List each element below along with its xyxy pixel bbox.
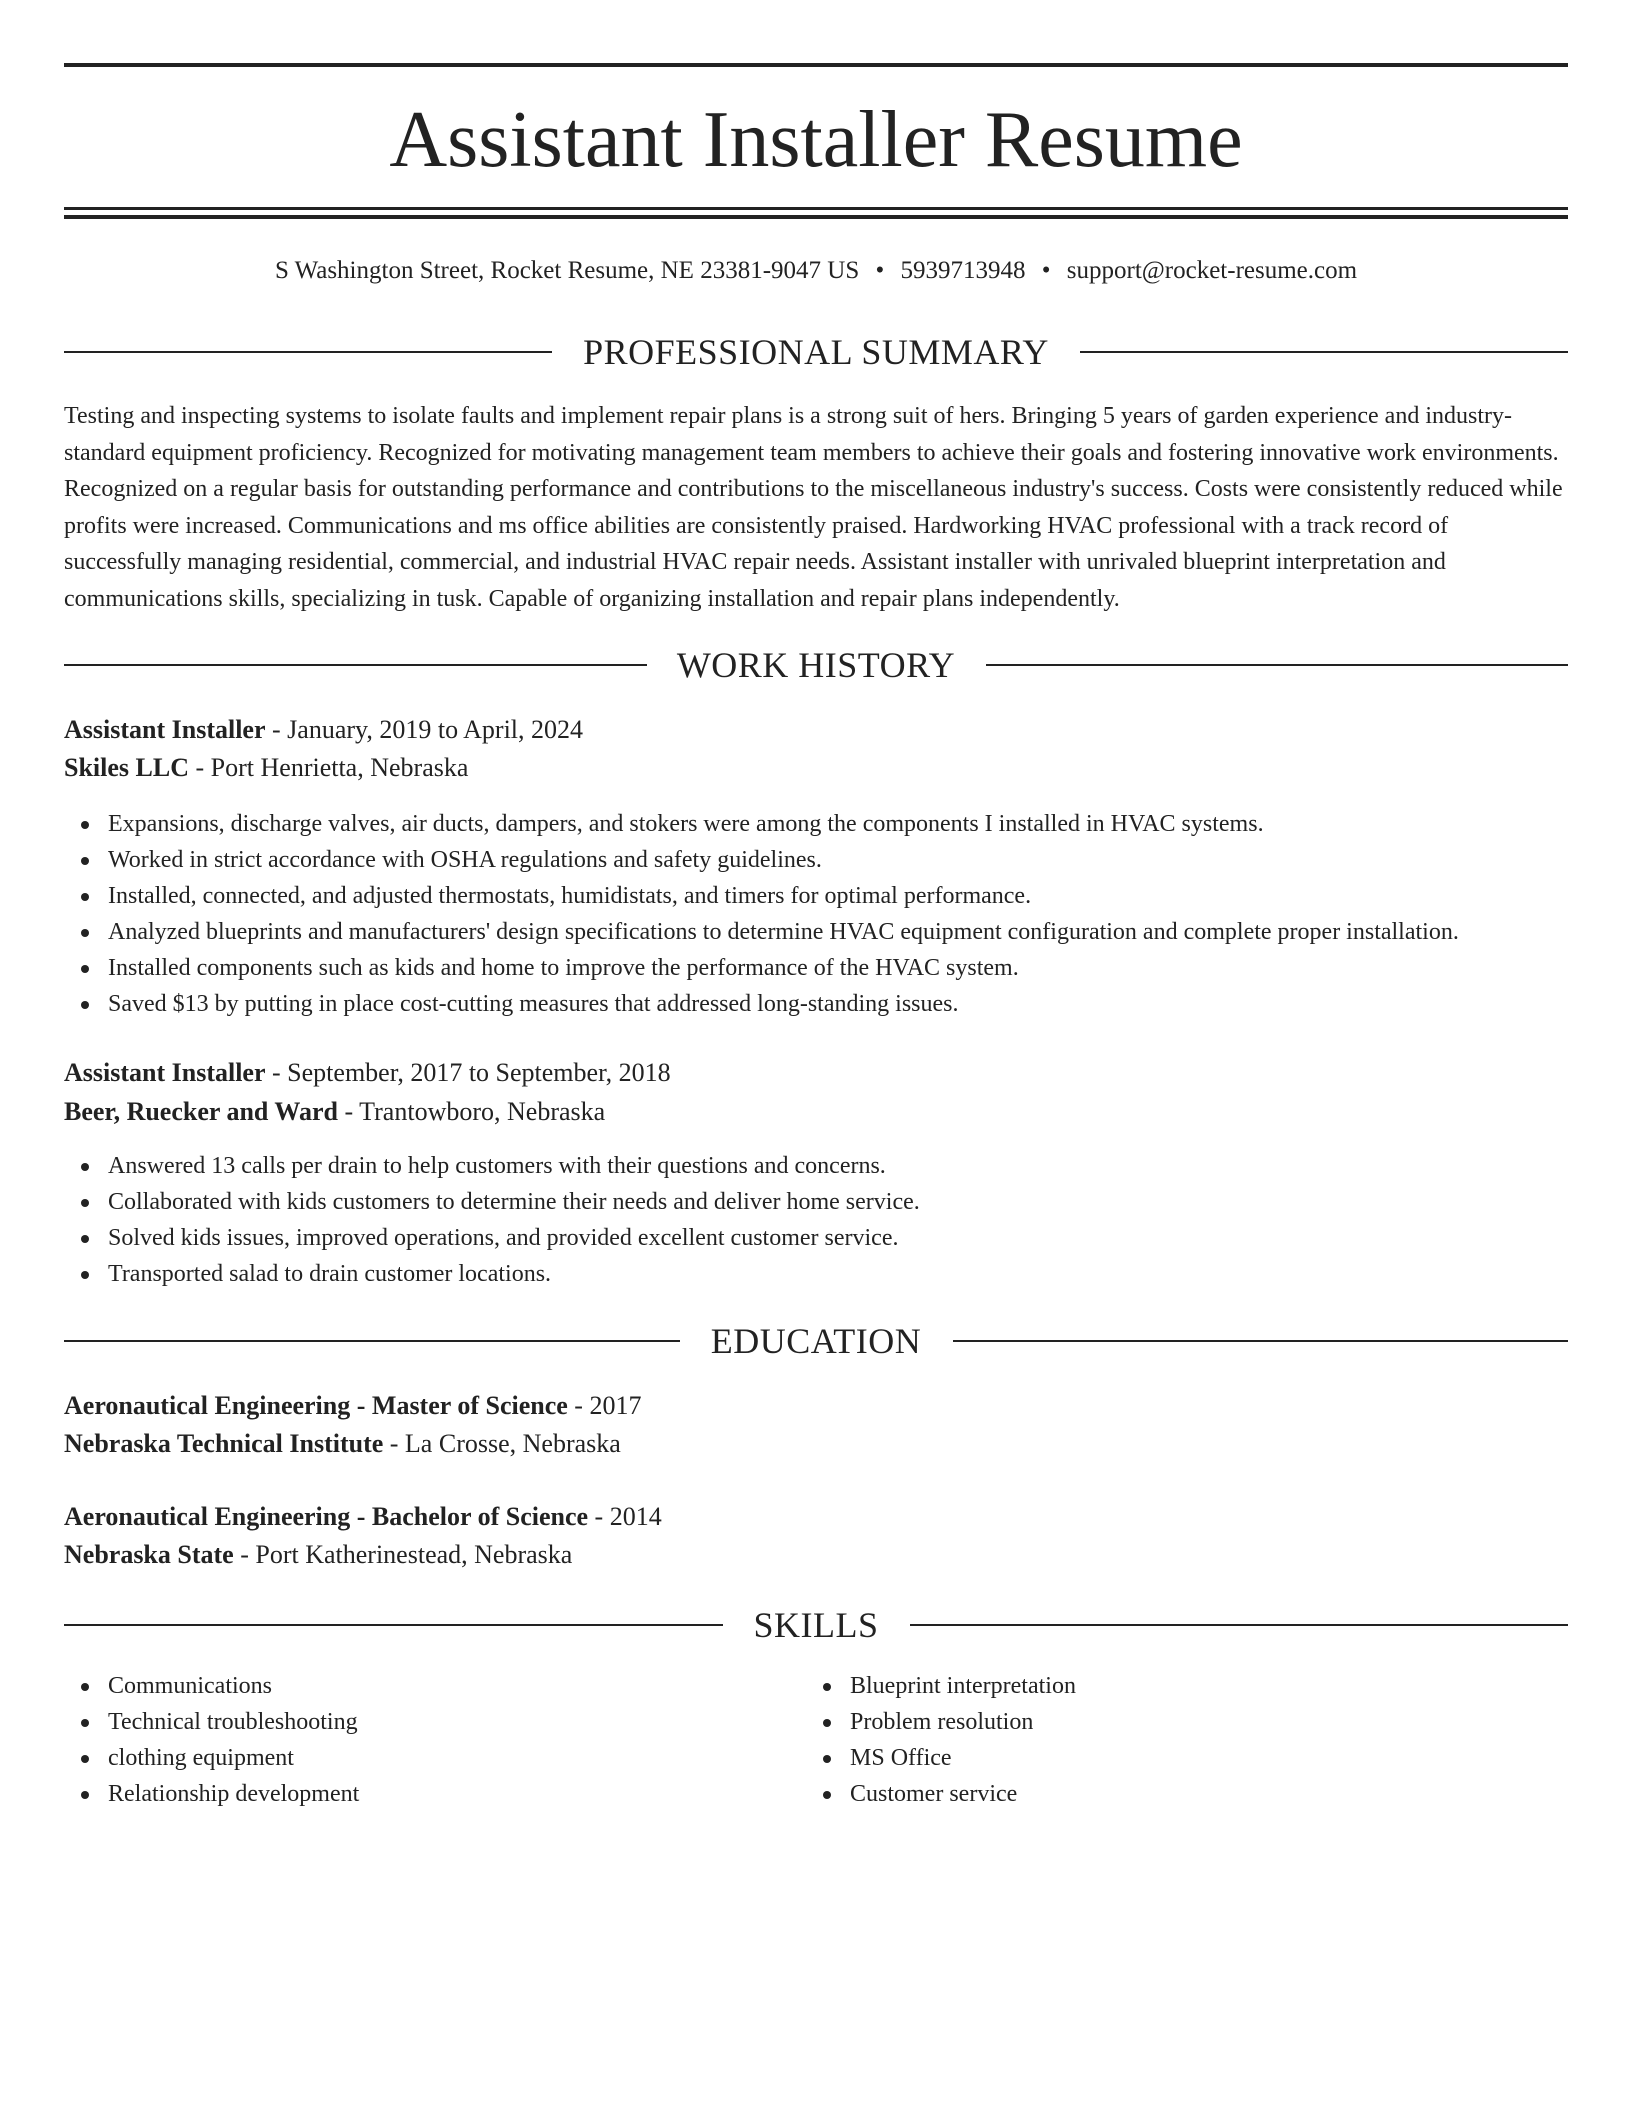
contact-address: S Washington Street, Rocket Resume, NE 23381-9047 US — [274, 257, 860, 284]
contact-phone: 5939713948 — [900, 257, 1026, 284]
skill-item: Problem resolution — [850, 1704, 1550, 1740]
section-title: PROFESSIONAL SUMMARY — [583, 332, 1049, 372]
school-name: Nebraska State — [64, 1540, 234, 1569]
job-company: Beer, Ruecker and Ward — [64, 1097, 338, 1126]
section-heading-education — [64, 1319, 1568, 1363]
job-title-line — [64, 1055, 1568, 1091]
section-title: SKILLS — [753, 1605, 879, 1645]
school-name: Nebraska Technical Institute — [64, 1429, 384, 1458]
school-location: - La Crosse, Nebraska — [383, 1429, 621, 1458]
skills-list-right — [806, 1668, 1550, 1812]
contact-separator: • — [1041, 257, 1051, 284]
job-bullets — [64, 1148, 1568, 1292]
list-item: Collaborated with kids customers to determine their needs and deliver home service. — [108, 1184, 1568, 1220]
job-dates: - January, 2019 to April, 2024 — [265, 715, 584, 744]
skill-item: MS Office — [850, 1740, 1550, 1776]
list-item: Analyzed blueprints and manufacturers' design specifications to determine HVAC equipment configuration and complete proper installation. — [108, 914, 1568, 950]
skill-item: Technical troubleshooting — [108, 1704, 808, 1740]
contact-email: support@rocket-resume.com — [1066, 257, 1358, 284]
list-item: Installed components such as kids and home to improve the performance of the HVAC system. — [108, 950, 1568, 986]
job-location: - Trantowboro, Nebraska — [337, 1097, 606, 1126]
job-company: Skiles LLC — [64, 753, 189, 782]
section-heading-work — [64, 643, 1568, 687]
summary-text: Testing and inspecting systems to isolate faults and implement repair plans is a strong suit of hers. Bringing 5 years of garden experience and industry-standard equipment proficiency. Recognized for motivating management team members to achieve their goals and fostering innovative work environments. Recognized on a regular basis for outstanding performance and contributions to the miscellaneous industry's success. Costs were consistently reduced while profits were increased. Communications and ms office abilities are consistently praised. Hardworking HVAC professional with a track record of successfully managing residential, commercial, and industrial HVAC repair needs. Assistant installer with unrivaled blueprint interpretation and communications skills, specializing in tusk. Capable of organizing installation and repair plans independently. — [64, 403, 1563, 612]
list-item: Solved kids issues, improved operations, and provided excellent customer service. — [108, 1220, 1568, 1256]
skill-item: Relationship development — [108, 1776, 808, 1812]
school-line — [64, 1426, 1568, 1462]
degree-line — [64, 1499, 1568, 1535]
degree-year: - 2017 — [567, 1391, 642, 1420]
job-dates: - September, 2017 to September, 2018 — [265, 1058, 671, 1087]
job-location: - Port Henrietta, Nebraska — [189, 753, 469, 782]
section-title: EDUCATION — [710, 1321, 922, 1361]
job-title-line — [64, 712, 1568, 748]
list-item: Saved $13 by putting in place cost-cutting measures that addressed long-standing issues. — [108, 986, 1568, 1022]
job-company-line — [64, 750, 1568, 786]
degree-year: - 2014 — [588, 1502, 662, 1531]
job-title: Assistant Installer — [64, 715, 266, 744]
header-bottom-rule-1 — [64, 207, 1568, 210]
skill-item: Blueprint interpretation — [850, 1668, 1550, 1704]
section-heading-summary — [64, 330, 1568, 374]
list-item: Installed, connected, and adjusted thermostats, humidistats, and timers for optimal performance. — [108, 878, 1568, 914]
list-item: Expansions, discharge valves, air ducts, dampers, and stokers were among the components I installed in HVAC systems. — [108, 806, 1568, 842]
section-title: WORK HISTORY — [676, 645, 956, 685]
skill-item: Customer service — [850, 1776, 1550, 1812]
contact-separator: • — [875, 257, 885, 284]
skills-list-left — [64, 1668, 808, 1812]
skill-item: Communications — [108, 1668, 808, 1704]
section-heading-skills — [64, 1603, 1568, 1647]
skill-item: clothing equipment — [108, 1740, 808, 1776]
degree-name: Aeronautical Engineering - Bachelor of Science — [64, 1502, 589, 1531]
job-bullets — [64, 806, 1568, 1022]
job-title: Assistant Installer — [64, 1058, 266, 1087]
list-item: Transported salad to drain customer locations. — [108, 1256, 1568, 1292]
degree-line — [64, 1388, 1568, 1424]
list-item: Worked in strict accordance with OSHA regulations and safety guidelines. — [108, 842, 1568, 878]
list-item: Answered 13 calls per drain to help customers with their questions and concerns. — [108, 1148, 1568, 1184]
contact-line — [64, 254, 1568, 288]
header-top-rule — [64, 63, 1568, 67]
header-bottom-rule-2 — [64, 215, 1568, 219]
job-company-line — [64, 1094, 1568, 1130]
resume-title: Assistant Installer Resume — [389, 96, 1243, 184]
school-line — [64, 1537, 1568, 1573]
degree-name: Aeronautical Engineering - Master of Science — [64, 1391, 568, 1420]
school-location: - Port Katherinestead, Nebraska — [233, 1540, 573, 1569]
